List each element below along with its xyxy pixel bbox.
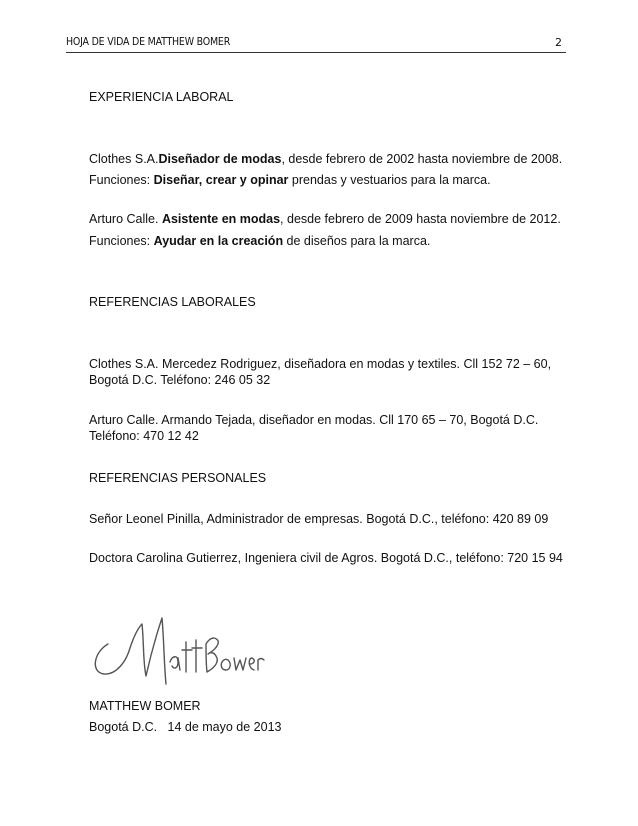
- ref-personal-2: Doctora Carolina Gutierrez, Ingeniera civil de Agros. Bogotá D.C., teléfono: 720 15 94: [89, 551, 563, 565]
- page-header: [66, 36, 566, 53]
- job2-func-label: Funciones:: [89, 234, 154, 248]
- section-heading-referencias-personales: REFERENCIAS PERSONALES: [89, 471, 267, 485]
- ref-laboral-2-line1: Arturo Calle. Armando Tejada, diseñador en modas. Cll 170 65 – 70, Bogotá D.C.: [89, 413, 539, 427]
- job1-period: , desde febrero de 2002 hasta noviembre de 2008.: [281, 152, 563, 166]
- job1-func-label: Funciones:: [89, 173, 154, 187]
- job2-func-rest: de diseños para la marca.: [283, 234, 431, 248]
- job1-role: Diseñador de modas: [158, 152, 282, 166]
- place-and-date: Bogotá D.C. 14 de mayo de 2013: [89, 720, 282, 734]
- ref-laboral-1-line2: Bogotá D.C. Teléfono: 246 05 32: [89, 373, 271, 387]
- section-heading-experiencia: EXPERIENCIA LABORAL: [89, 90, 234, 104]
- job2-company: Arturo Calle.: [89, 212, 162, 226]
- job1-func-bold: Diseñar, crear y opinar: [153, 173, 289, 187]
- ref-laboral-2-line2: Teléfono: 470 12 42: [89, 429, 199, 443]
- job2-period: , desde febrero de 2009 hasta noviembre de 2012.: [280, 212, 561, 226]
- job1-functions: [89, 172, 491, 188]
- job2-role: Asistente en modas: [161, 212, 281, 226]
- signer-name: MATTHEW BOMER: [89, 699, 201, 713]
- section-heading-referencias-laborales: REFERENCIAS LABORALES: [89, 295, 256, 309]
- job1-line: [89, 151, 562, 167]
- ref-personal-1: Señor Leonel Pinilla, Administrador de empresas. Bogotá D.C., teléfono: 420 89 09: [89, 512, 549, 526]
- signature-image: [86, 614, 266, 690]
- header-title: HOJA DE VIDA DE MATTHEW BOMER: [66, 36, 231, 48]
- job1-company: Clothes S.A.: [89, 152, 159, 166]
- job2-line: [89, 211, 561, 227]
- job1-func-rest: prendas y vestuarios para la marca.: [288, 173, 491, 187]
- job2-functions: [89, 233, 430, 249]
- page-number: 2: [555, 36, 562, 49]
- ref-laboral-1-line1: Clothes S.A. Mercedez Rodriguez, diseñadora en modas y textiles. Cll 152 72 – 60,: [89, 357, 552, 371]
- job2-func-bold: Ayudar en la creación: [153, 234, 284, 248]
